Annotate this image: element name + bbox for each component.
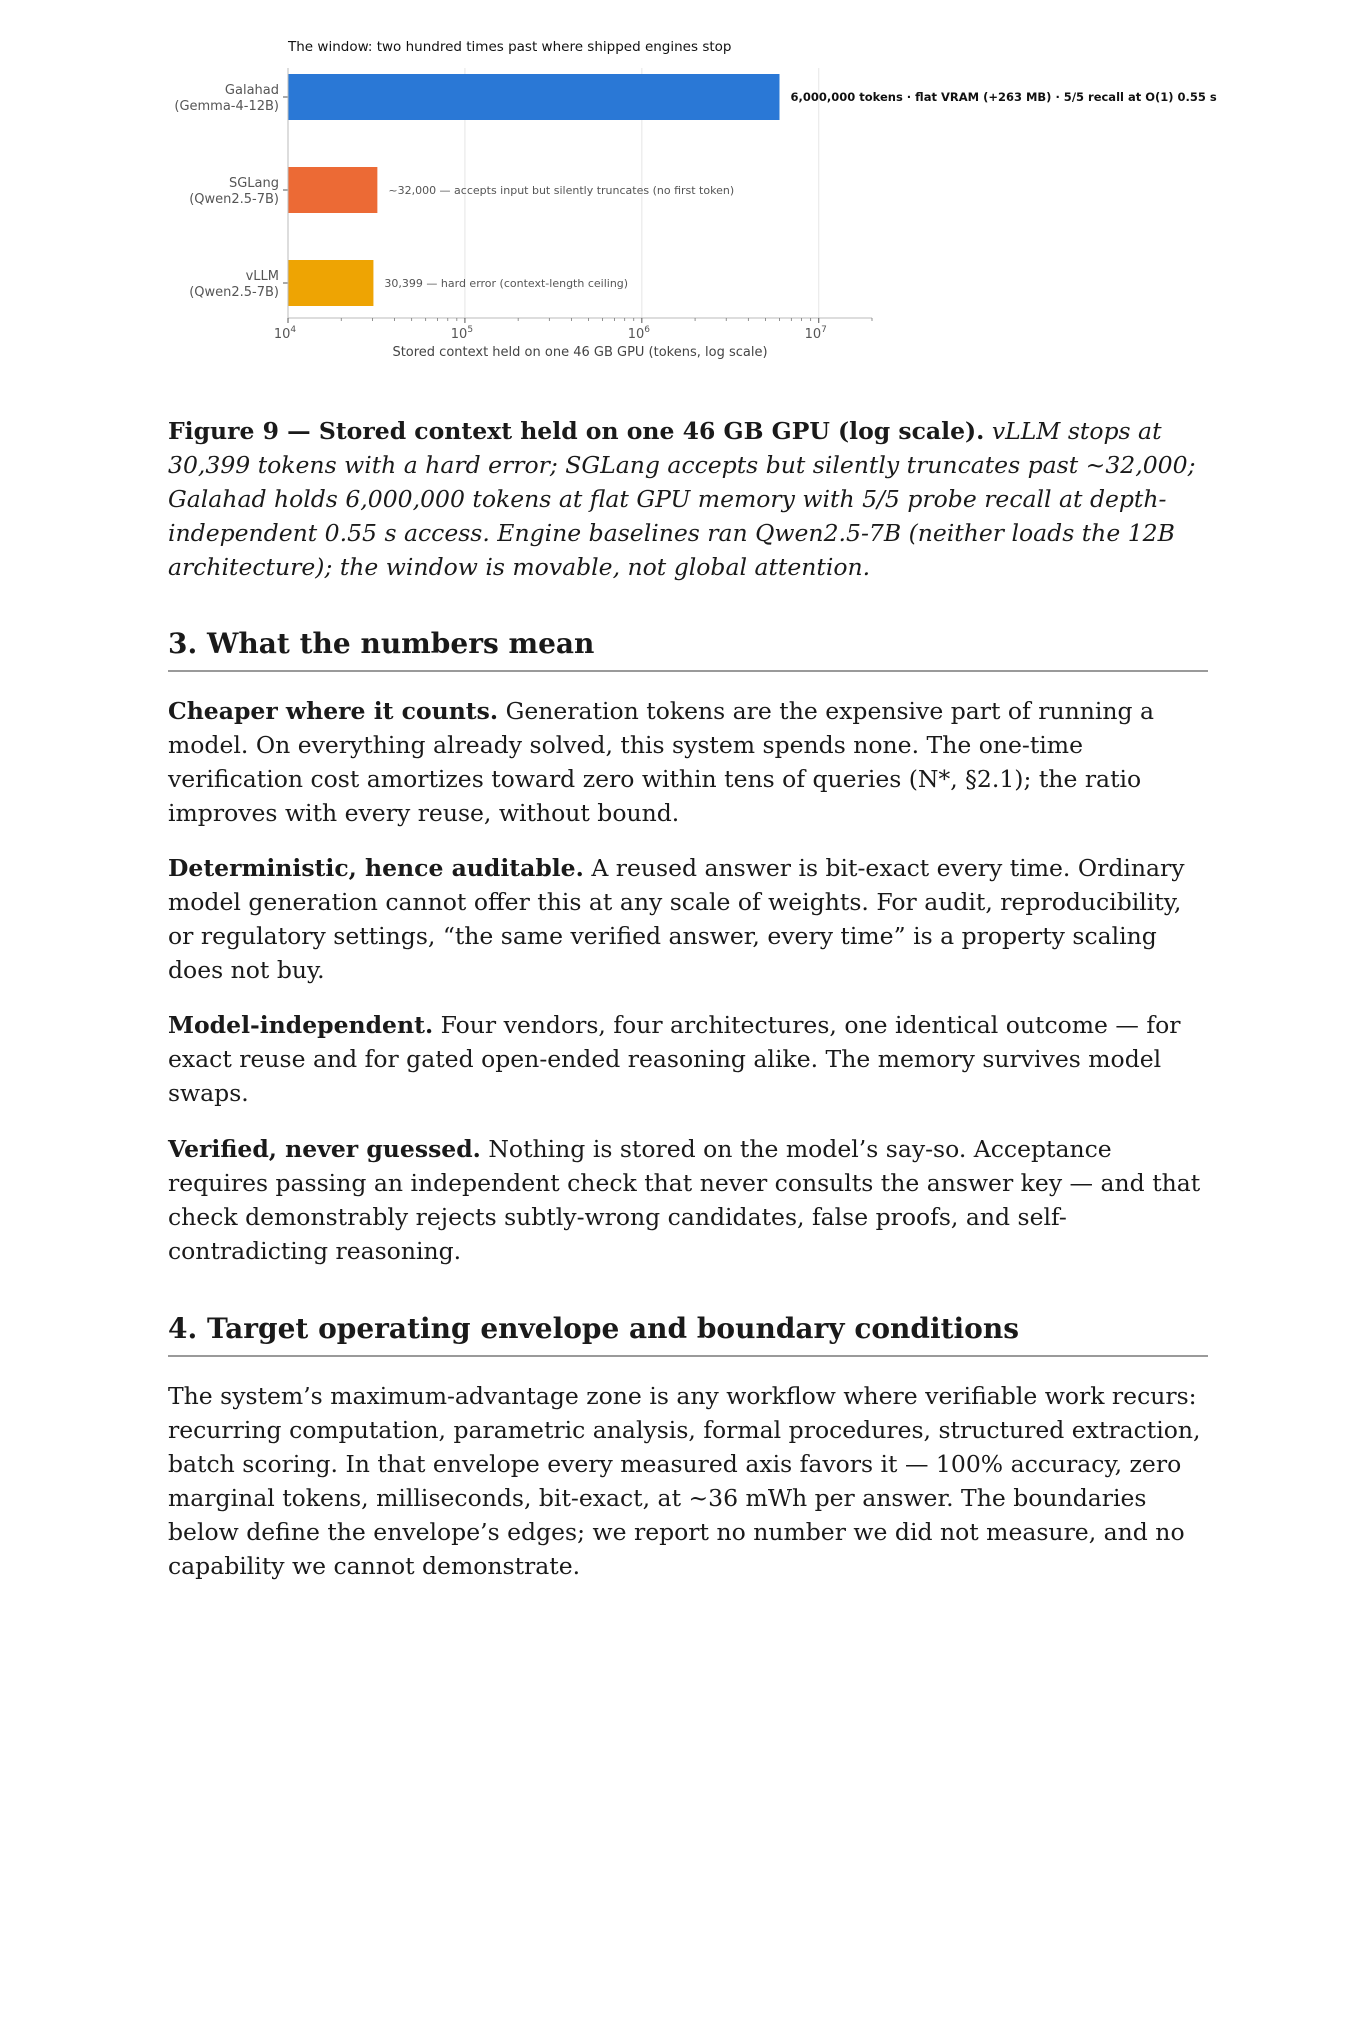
figure-caption-body: vLLM stops at 30,399 tokens with a hard error; SGLang accepts but silently truncates past ~32,000; Galahad holds 6,000,000 tokens at flat GPU memory with 5/5 probe recall at depth-independent 0.55 s access. Engine baselines ran Qwen2.5-7B (neither loads the 12B architecture); the window is movable, not global attention. bbox=[168, 417, 1196, 581]
y-tick-label: Galahad bbox=[224, 83, 279, 98]
paragraph-lead: Deterministic, hence auditable. bbox=[168, 854, 584, 882]
y-tick-label: (Qwen2.5-7B) bbox=[189, 285, 279, 300]
x-tick-label: $10^6$ bbox=[627, 325, 650, 342]
paragraph-lead: Verified, never guessed. bbox=[168, 1135, 481, 1163]
paragraph-text: Nothing is stored on the model’s say-so. Acceptance requires passing an independent check that never consults the answer key — and that check demonstrably rejects subtly-wrong candidates, false proofs, and self-contradicting reasoning. bbox=[168, 1135, 1201, 1265]
figure-caption-lead: Figure 9 — Stored context held on one 46 GB GPU (log scale). bbox=[168, 417, 985, 445]
x-tick-label: $10^7$ bbox=[804, 325, 827, 342]
paragraph-verified bbox=[168, 1132, 1208, 1268]
x-tick-label: $10^4$ bbox=[273, 325, 297, 342]
y-tick-label: (Gemma-4-12B) bbox=[174, 99, 279, 114]
section-4-heading: 4. Target operating envelope and boundary conditions bbox=[168, 1312, 1019, 1345]
paragraph-deterministic bbox=[168, 851, 1208, 987]
data-label: ~32,000 — accepts input but silently truncates (no first token) bbox=[388, 184, 735, 197]
paragraph-lead: Model-independent. bbox=[168, 1011, 434, 1039]
data-label: 30,399 — hard error (context-length ceiling) bbox=[384, 277, 629, 290]
paragraph-cheaper bbox=[168, 694, 1208, 830]
section-3-rule bbox=[168, 670, 1208, 672]
chart-title: The window: two hundred times past where shipped engines stop bbox=[288, 39, 732, 55]
paragraph-model-independent bbox=[168, 1008, 1208, 1110]
figure-caption bbox=[168, 414, 1208, 584]
section-3-heading: 3. What the numbers mean bbox=[168, 627, 595, 660]
paragraph-envelope: The system’s maximum-advantage zone is any workflow where verifiable work recurs: recurring computation, parametric analysis, formal procedures, structured extraction, batch scoring. In that envelope every measured axis favors it — 100% accuracy, zero marginal tokens, milliseconds, bit-exact, at ~36 mWh per answer. The boundaries below define the envelope’s edges; we report no number we did not measure, and no capability we cannot demonstrate. bbox=[168, 1382, 1201, 1580]
context-bar-chart bbox=[0, 0, 1363, 380]
x-tick-label: $10^5$ bbox=[450, 325, 474, 342]
chart-x-label: Stored context held on one 46 GB GPU (tokens, log scale) bbox=[392, 345, 768, 360]
section-4-rule bbox=[168, 1355, 1208, 1357]
y-tick-label: vLLM bbox=[245, 269, 279, 284]
paragraph-lead: Cheaper where it counts. bbox=[168, 697, 499, 725]
paragraph-text: Generation tokens are the expensive part of running a model. On everything already solved, this system spends none. The one-time verification cost amortizes toward zero within tens of queries (N*, §2.1); the ratio improves with every reuse, without bound. bbox=[168, 697, 1155, 827]
paragraph-text: A reused answer is bit-exact every time. Ordinary model generation cannot offer this at any scale of weights. For audit, reproducibility, or regulatory settings, “the same verified answer, every time” is a property scaling does not buy. bbox=[168, 854, 1185, 984]
paragraph-text: Four vendors, four architectures, one identical outcome — for exact reuse and for gated open-ended reasoning alike. The memory survives model swaps. bbox=[168, 1011, 1181, 1107]
y-tick-label: SGLang bbox=[228, 176, 279, 191]
y-tick-label: (Qwen2.5-7B) bbox=[189, 192, 279, 207]
bar bbox=[288, 74, 779, 120]
data-label: 6,000,000 tokens · flat VRAM (+263 MB) · 5/5 recall at O(1) 0.55 s bbox=[790, 90, 1217, 104]
chart-y-labels bbox=[174, 83, 288, 300]
bar bbox=[288, 260, 373, 306]
bar bbox=[288, 167, 377, 213]
